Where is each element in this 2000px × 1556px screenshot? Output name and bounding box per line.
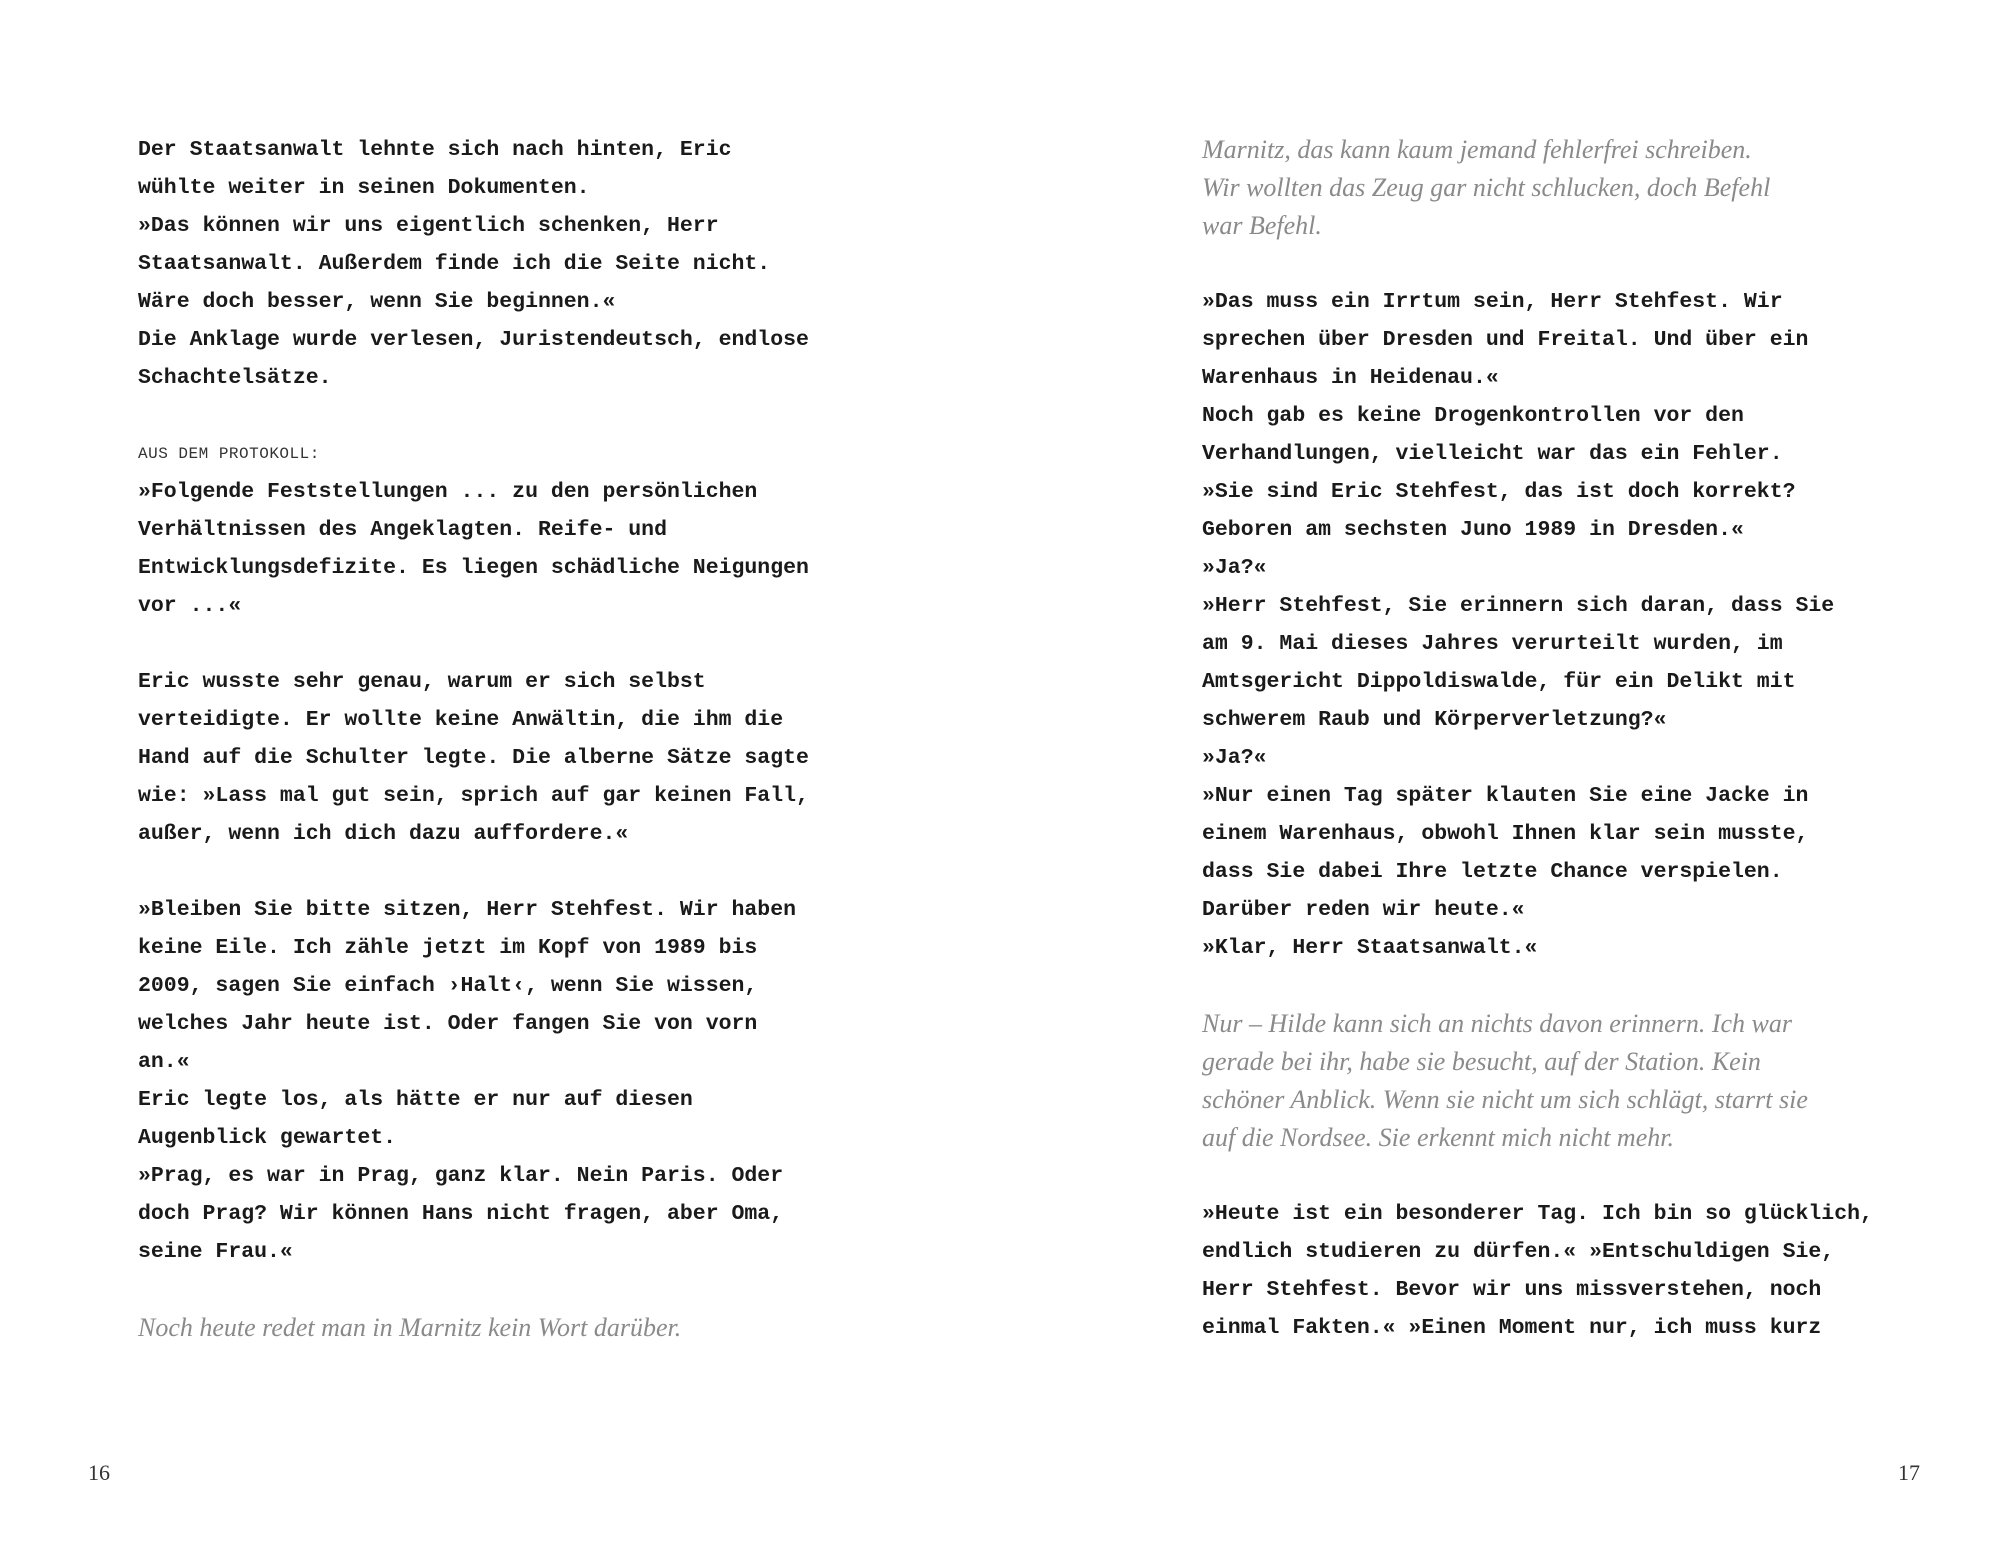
text-line: »Herr Stehfest, Sie erinnern sich daran, dass Sie (1202, 594, 1835, 618)
text-line: sprechen über Dresden und Freital. Und über ein (1202, 328, 1809, 352)
text-line: Amtsgericht Dippoldiswalde, für ein Delikt mit (1202, 670, 1796, 694)
text-line: wühlte weiter in seinen Dokumenten. (138, 176, 590, 200)
paragraph-gap (138, 853, 898, 891)
text-line: Noch gab es keine Drogenkontrollen vor den (1202, 404, 1744, 428)
text-line: Verhältnissen des Angeklagten. Reife- und (138, 518, 667, 542)
text-line: verteidigte. Er wollte keine Anwältin, die ihm die (138, 708, 784, 732)
paragraph-gap (1202, 1157, 1982, 1195)
text-line: Verhandlungen, vielleicht war das ein Fehler. (1202, 442, 1783, 466)
text-line: außer, wenn ich dich dazu auffordere.« (138, 822, 629, 846)
italic-line: auf die Nordsee. Sie erkennt mich nicht mehr. (1202, 1123, 1674, 1152)
text-line: doch Prag? Wir können Hans nicht fragen, aber Oma, (138, 1202, 784, 1226)
text-line: Staatsanwalt. Außerdem finde ich die Seite nicht. (138, 252, 771, 276)
italic-line: Marnitz, das kann kaum jemand fehlerfrei schreiben. (1202, 135, 1752, 164)
text-line: welches Jahr heute ist. Oder fangen Sie von vorn (138, 1012, 758, 1036)
text-line: Schachtelsätze. (138, 366, 332, 390)
paragraph-gap (138, 397, 898, 435)
italic-line: Wir wollten das Zeug gar nicht schlucken, doch Befehl (1202, 173, 1771, 202)
right-text-column (1202, 131, 1982, 1347)
text-line: am 9. Mai dieses Jahres verurteilt wurden, im (1202, 632, 1783, 656)
text-line: Wäre doch besser, wenn Sie beginnen.« (138, 290, 616, 314)
text-line: wie: »Lass mal gut sein, sprich auf gar keinen Fall, (138, 784, 809, 808)
italic-line: Noch heute redet man in Marnitz kein Wort darüber. (138, 1313, 682, 1342)
text-line: einem Warenhaus, obwohl Ihnen klar sein musste, (1202, 822, 1809, 846)
paragraph-gap (138, 1271, 898, 1309)
page-number: 17 (1898, 1460, 1920, 1485)
text-line: dass Sie dabei Ihre letzte Chance verspielen. (1202, 860, 1783, 884)
text-line: »Bleiben Sie bitte sitzen, Herr Stehfest. Wir haben (138, 898, 797, 922)
protocol-heading: AUS DEM PROTOKOLL: (138, 445, 320, 463)
text-line: »Das muss ein Irrtum sein, Herr Stehfest. Wir (1202, 290, 1783, 314)
text-line: vor ...« (138, 594, 242, 618)
text-line: Augenblick gewartet. (138, 1126, 397, 1150)
text-line: 2009, sagen Sie einfach ›Halt‹, wenn Sie wissen, (138, 974, 758, 998)
text-line: »Klar, Herr Staatsanwalt.« (1202, 936, 1538, 960)
text-line: Geboren am sechsten Juno 1989 in Dresden.« (1202, 518, 1744, 542)
left-text-column (138, 131, 898, 1347)
text-line: »Das können wir uns eigentlich schenken, Herr (138, 214, 719, 238)
text-line: einmal Fakten.« »Einen Moment nur, ich muss kurz (1202, 1316, 1822, 1340)
text-line: Eric wusste sehr genau, warum er sich selbst (138, 670, 706, 694)
text-line: an.« (138, 1050, 190, 1074)
italic-line: schöner Anblick. Wenn sie nicht um sich schlägt, starrt sie (1202, 1085, 1808, 1114)
text-line: »Sie sind Eric Stehfest, das ist doch korrekt? (1202, 480, 1796, 504)
text-line: Darüber reden wir heute.« (1202, 898, 1525, 922)
text-line: Herr Stehfest. Bevor wir uns missverstehen, noch (1202, 1278, 1822, 1302)
text-line: »Folgende Feststellungen ... zu den persönlichen (138, 480, 758, 504)
text-line: Die Anklage wurde verlesen, Juristendeutsch, endlose (138, 328, 809, 352)
text-line: Warenhaus in Heidenau.« (1202, 366, 1499, 390)
right-page (1000, 0, 2000, 1556)
text-line: Der Staatsanwalt lehnte sich nach hinten, Eric (138, 138, 732, 162)
text-line: Hand auf die Schulter legte. Die alberne Sätze sagte (138, 746, 809, 770)
italic-line: Nur – Hilde kann sich an nichts davon erinnern. Ich war (1202, 1009, 1792, 1038)
text-line: seine Frau.« (138, 1240, 293, 1264)
paragraph-gap (138, 625, 898, 663)
paragraph-gap (1202, 245, 1982, 283)
text-line: »Prag, es war in Prag, ganz klar. Nein Paris. Oder (138, 1164, 784, 1188)
italic-line: gerade bei ihr, habe sie besucht, auf der Station. Kein (1202, 1047, 1761, 1076)
text-line: schwerem Raub und Körperverletzung?« (1202, 708, 1667, 732)
text-line: »Nur einen Tag später klauten Sie eine Jacke in (1202, 784, 1809, 808)
italic-line: war Befehl. (1202, 211, 1322, 240)
text-line: Eric legte los, als hätte er nur auf diesen (138, 1088, 693, 1112)
text-line: »Ja?« (1202, 556, 1267, 580)
text-line: »Heute ist ein besonderer Tag. Ich bin so glücklich, (1202, 1202, 1873, 1226)
text-line: endlich studieren zu dürfen.« »Entschuldigen Sie, (1202, 1240, 1835, 1264)
text-line: keine Eile. Ich zähle jetzt im Kopf von 1989 bis (138, 936, 758, 960)
text-line: Entwicklungsdefizite. Es liegen schädliche Neigungen (138, 556, 809, 580)
paragraph-gap (1202, 967, 1982, 1005)
page-number: 16 (88, 1460, 110, 1485)
text-line: »Ja?« (1202, 746, 1267, 770)
